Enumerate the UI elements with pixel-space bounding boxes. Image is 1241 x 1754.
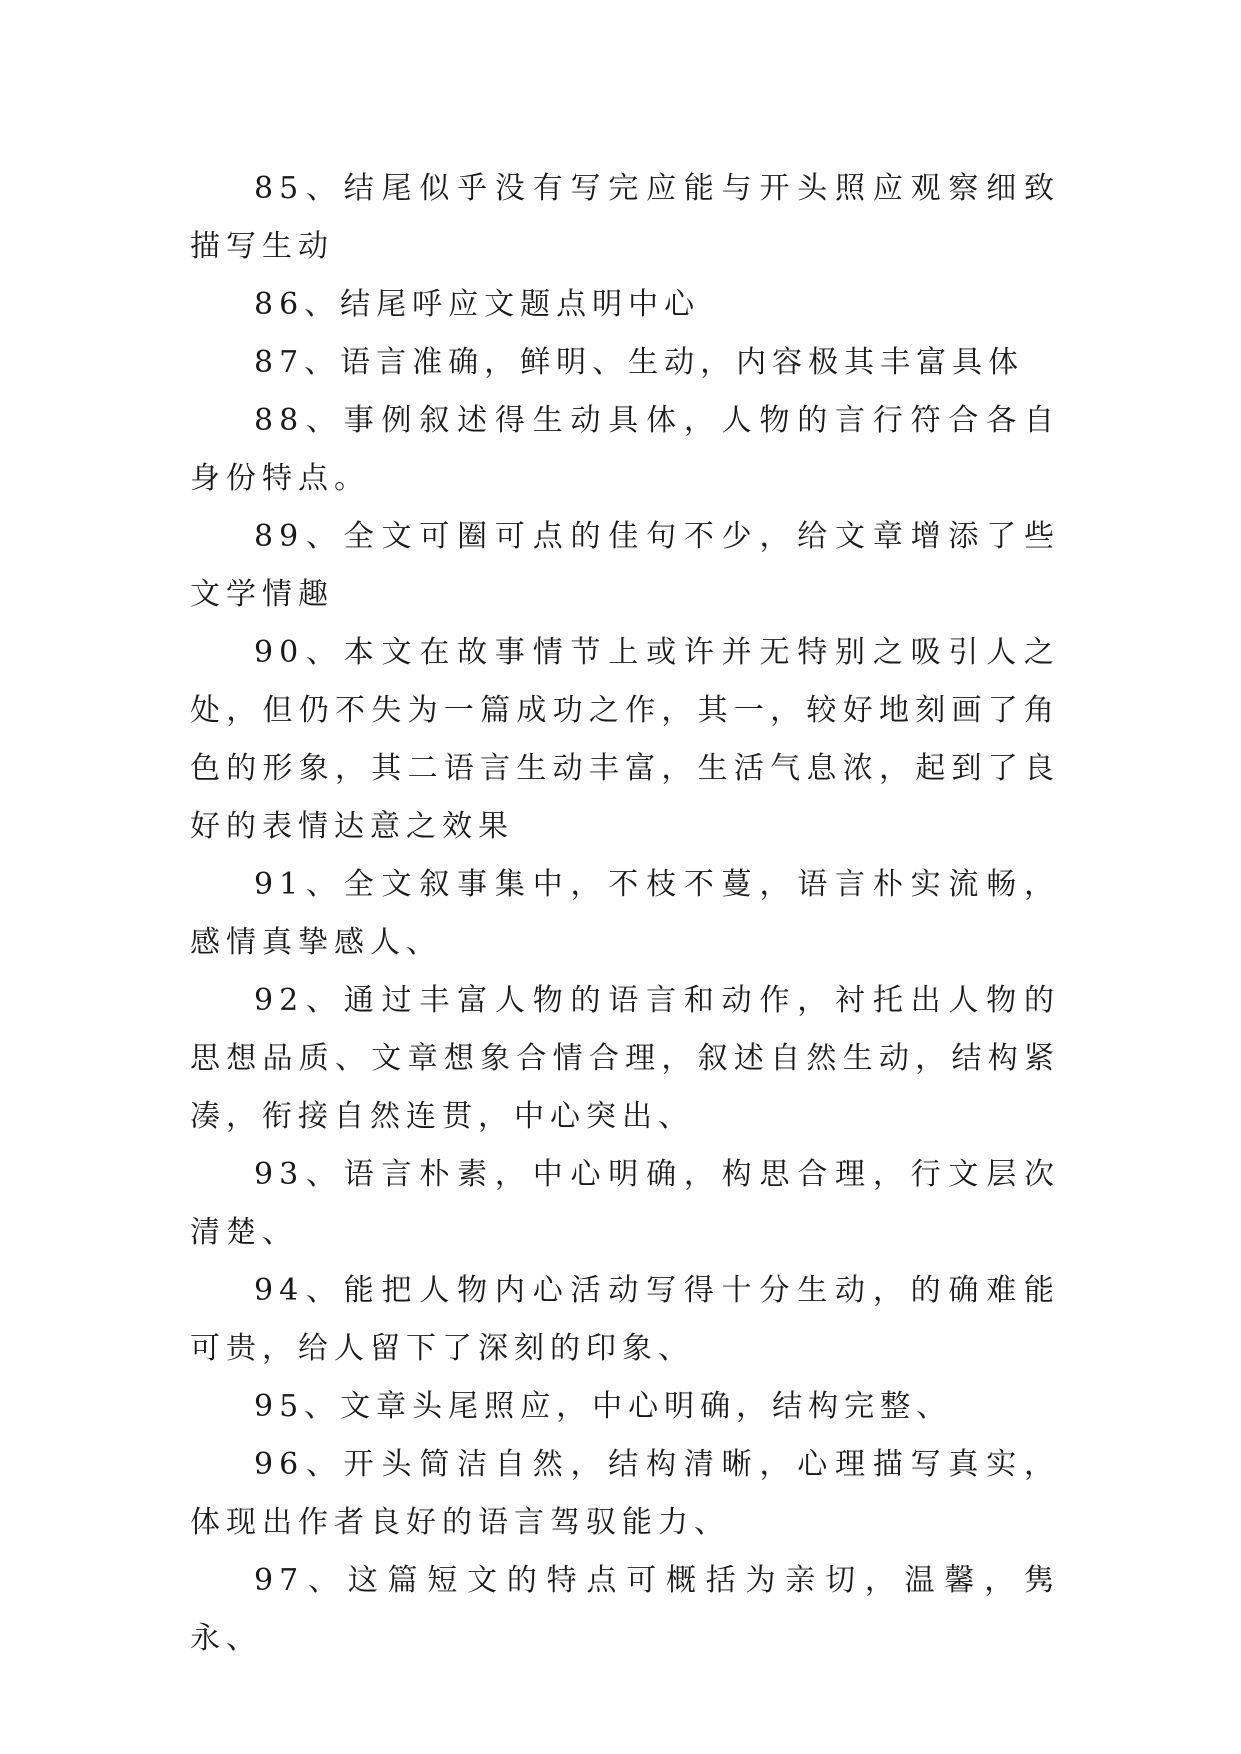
paragraph-93: 93、语言朴素，中心明确，构思合理，行文层次清楚、 — [190, 1157, 1060, 1250]
paragraph-89: 89、全文可圈可点的佳句不少，给文章增添了些文学情趣 — [190, 519, 1060, 612]
paragraph-97: 97、这篇短文的特点可概括为亲切，温馨，隽永、 — [190, 1563, 1060, 1656]
paragraph-96: 96、开头简洁自然，结构清晰，心理描写真实，体现出作者良好的语言驾驭能力、 — [190, 1447, 1060, 1540]
paragraph-91: 91、全文叙事集中，不枝不蔓，语言朴实流畅，感情真挚感人、 — [190, 867, 1060, 960]
paragraph-94: 94、能把人物内心活动写得十分生动，的确难能可贵，给人留下了深刻的印象、 — [190, 1273, 1060, 1366]
paragraph-90: 90、本文在故事情节上或许并无特别之吸引人之处，但仍不失为一篇成功之作，其一，较好地刻画了角色的形象，其二语言生动丰富，生活气息浓，起到了良好的表情达意之效果 — [190, 635, 1060, 844]
paragraph-85: 85、结尾似乎没有写完应能与开头照应观察细致描写生动 — [190, 171, 1060, 264]
paragraph-88: 88、事例叙述得生动具体，人物的言行符合各自身份特点。 — [190, 403, 1060, 496]
paragraph-87: 87、语言准确，鲜明、生动，内容极其丰富具体 — [254, 345, 1025, 380]
paragraph-86: 86、结尾呼应文题点明中心 — [254, 287, 701, 322]
paragraph-92: 92、通过丰富人物的语言和动作，衬托出人物的思想品质、文章想象合情合理，叙述自然生动，结构紧凑，衔接自然连贯，中心突出、 — [190, 983, 1060, 1134]
document-body — [190, 160, 1060, 1668]
paragraph-95: 95、文章头尾照应，中心明确，结构完整、 — [254, 1389, 953, 1424]
